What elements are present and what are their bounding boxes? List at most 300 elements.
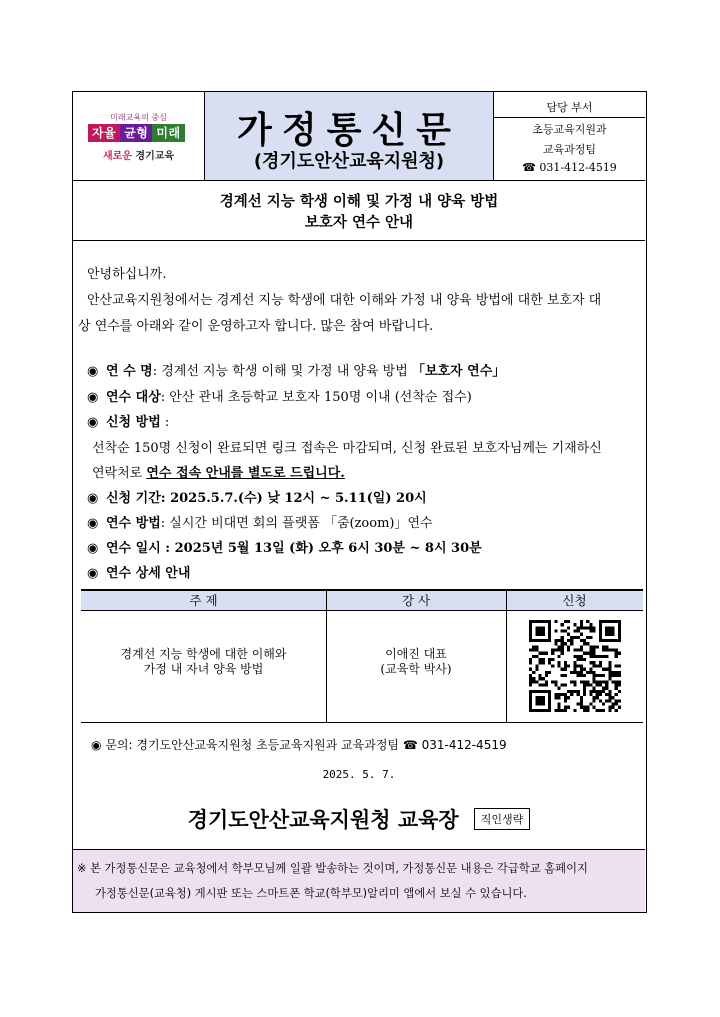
qr-module <box>618 636 621 639</box>
qr-module <box>567 706 570 709</box>
qr-module <box>580 696 583 699</box>
qr-module <box>592 699 595 702</box>
qr-module <box>599 636 602 639</box>
qr-module <box>602 674 605 677</box>
qr-module <box>615 687 618 690</box>
qr-module <box>602 649 605 652</box>
qr-module <box>599 626 602 629</box>
qr-module <box>551 658 554 661</box>
bullet-icon: ◉ <box>87 566 99 581</box>
qr-module <box>539 674 542 677</box>
qr-module <box>586 671 589 674</box>
qr-module <box>548 620 551 623</box>
qr-module <box>548 636 551 639</box>
qr-module <box>564 630 567 633</box>
item-value: : 경계선 지능 학생 이해 및 가정 내 양육 방법 <box>152 364 412 379</box>
apply-detail-line-1: 선착순 150명 신청이 완료되면 링크 접속은 마감되며, 신청 완료된 보호자님께는 기재하신 <box>92 441 602 456</box>
qr-module <box>583 674 586 677</box>
logo-word: 균형 <box>120 124 152 142</box>
qr-module <box>545 680 548 683</box>
qr-module <box>583 680 586 683</box>
qr-module <box>618 652 621 655</box>
qr-module <box>542 620 545 623</box>
item-label: 신청 방법 <box>106 415 161 430</box>
qr-module <box>605 639 608 642</box>
qr-module <box>615 655 618 658</box>
logo-slogan: 미래교육의 중심 <box>110 113 167 122</box>
qr-module <box>535 696 538 699</box>
qr-module <box>602 690 605 693</box>
qr-module <box>539 699 542 702</box>
qr-module <box>564 620 567 623</box>
qr-module <box>573 668 576 671</box>
qr-module <box>529 630 532 633</box>
qr-module <box>561 709 564 712</box>
item-label: 연수 대상 <box>106 390 161 405</box>
item-label: 연 수 명 <box>106 364 153 379</box>
bullet-icon: ◉ <box>87 415 99 430</box>
qr-module <box>586 652 589 655</box>
qr-module <box>592 630 595 633</box>
qr-module <box>592 664 595 667</box>
qr-module <box>545 671 548 674</box>
qr-module <box>573 655 576 658</box>
qr-module <box>611 706 614 709</box>
qr-module <box>535 690 538 693</box>
qr-module <box>529 658 532 661</box>
qr-module <box>618 680 621 683</box>
qr-module <box>564 696 567 699</box>
qr-module <box>539 620 542 623</box>
qr-module <box>529 649 532 652</box>
qr-module <box>561 630 564 633</box>
qr-module <box>535 626 538 629</box>
qr-module <box>611 702 614 705</box>
table-header-topic: 주 제 <box>189 593 218 608</box>
qr-module <box>529 639 532 642</box>
qr-module <box>589 690 592 693</box>
qr-module <box>561 668 564 671</box>
qr-module <box>542 652 545 655</box>
qr-module <box>570 690 573 693</box>
qr-module <box>596 645 599 648</box>
qr-module <box>558 687 561 690</box>
qr-module <box>570 693 573 696</box>
subject-line-2: 보호자 연수 안내 <box>304 215 414 231</box>
qr-module <box>554 709 557 712</box>
item-method <box>87 512 433 531</box>
qr-module <box>554 620 557 623</box>
qr-module <box>542 690 545 693</box>
qr-module <box>577 671 580 674</box>
qr-module <box>611 626 614 629</box>
qr-module <box>539 630 542 633</box>
item-value: : 실시간 비대면 회의 플랫폼 「줌(zoom)」연수 <box>160 516 433 531</box>
qr-module <box>542 661 545 664</box>
qr-module <box>586 636 589 639</box>
logo-tag-red: 새로운 <box>102 151 132 162</box>
qr-module <box>605 645 608 648</box>
greeting: 안녕하십니까. <box>87 267 167 282</box>
apply-detail-line-2 <box>92 462 345 481</box>
qr-module <box>580 649 583 652</box>
qr-module <box>608 664 611 667</box>
qr-module <box>529 709 532 712</box>
qr-module <box>548 696 551 699</box>
qr-module <box>580 633 583 636</box>
qr-module <box>611 620 614 623</box>
course-table <box>81 589 643 723</box>
qr-module <box>618 683 621 686</box>
qr-module <box>532 620 535 623</box>
qr-module <box>602 702 605 705</box>
qr-module <box>599 633 602 636</box>
qr-module <box>596 674 599 677</box>
qr-module <box>529 693 532 696</box>
qr-module <box>545 652 548 655</box>
qr-module <box>561 645 564 648</box>
qr-module <box>596 680 599 683</box>
qr-module <box>529 620 532 623</box>
qr-module <box>558 709 561 712</box>
qr-module <box>539 658 542 661</box>
qr-module <box>567 639 570 642</box>
qr-module <box>605 649 608 652</box>
qr-module <box>605 668 608 671</box>
qr-module <box>535 645 538 648</box>
qr-module <box>539 709 542 712</box>
qr-module <box>592 690 595 693</box>
qr-module <box>548 661 551 664</box>
qr-module <box>586 706 589 709</box>
qr-module <box>592 626 595 629</box>
qr-module <box>580 623 583 626</box>
qr-module <box>592 696 595 699</box>
item-apply <box>87 411 169 430</box>
qr-module <box>539 652 542 655</box>
qr-module <box>608 696 611 699</box>
seal-omitted-box: 직인생략 <box>474 808 531 830</box>
intro-line-2: 상 연수를 아래와 같이 운영하고자 합니다. 많은 참여 바랍니다. <box>78 319 434 334</box>
qr-module <box>542 626 545 629</box>
qr-module <box>532 639 535 642</box>
item-period <box>87 487 427 506</box>
qr-module <box>535 702 538 705</box>
logo-word: 자율 <box>88 124 120 142</box>
qr-module <box>599 620 602 623</box>
qr-module <box>548 702 551 705</box>
qr-module <box>529 690 532 693</box>
qr-module <box>529 668 532 671</box>
qr-module <box>608 709 611 712</box>
topic-line-1: 경계선 지능 학생에 대한 이해와 <box>120 647 287 661</box>
qr-module <box>558 664 561 667</box>
qr-module <box>599 623 602 626</box>
qr-module <box>577 655 580 658</box>
item-detail-label: 연수 상세 안내 <box>106 566 191 581</box>
qr-module <box>542 702 545 705</box>
qr-module <box>608 706 611 709</box>
table-divider <box>506 591 507 722</box>
qr-module <box>599 709 602 712</box>
qr-module <box>615 649 618 652</box>
qr-module <box>589 655 592 658</box>
qr-module <box>535 630 538 633</box>
qr-module <box>602 639 605 642</box>
qr-module <box>592 706 595 709</box>
qr-module <box>529 661 532 664</box>
department-name: 초등교육지원과 <box>532 123 607 136</box>
qr-module <box>608 690 611 693</box>
qr-module <box>618 706 621 709</box>
qr-module <box>608 649 611 652</box>
qr-module <box>589 683 592 686</box>
qr-module <box>599 683 602 686</box>
title-box <box>205 92 494 180</box>
qr-module <box>618 664 621 667</box>
qr-module <box>554 639 557 642</box>
subject-line-1: 경계선 지능 학생 이해 및 가정 내 양육 방법 <box>219 194 499 210</box>
qr-module <box>567 664 570 667</box>
qr-module <box>618 699 621 702</box>
qr-module <box>599 630 602 633</box>
qr-module <box>583 642 586 645</box>
qr-module <box>608 693 611 696</box>
qr-module <box>583 709 586 712</box>
qr-module <box>615 702 618 705</box>
qr-module <box>580 655 583 658</box>
qr-module <box>599 680 602 683</box>
qr-module <box>535 709 538 712</box>
item-target <box>87 386 472 405</box>
qr-module <box>548 630 551 633</box>
qr-module <box>548 699 551 702</box>
qr-module <box>615 699 618 702</box>
qr-module <box>558 655 561 658</box>
qr-module <box>602 687 605 690</box>
qr-module <box>548 693 551 696</box>
qr-module <box>558 661 561 664</box>
qr-module <box>564 699 567 702</box>
item-course-name <box>87 360 505 379</box>
qr-module <box>542 633 545 636</box>
table-header-lecturer: 강 사 <box>401 593 431 608</box>
qr-module <box>599 664 602 667</box>
qr-module <box>583 693 586 696</box>
qr-module <box>611 696 614 699</box>
qr-module <box>602 680 605 683</box>
qr-module <box>589 623 592 626</box>
qr-module <box>589 626 592 629</box>
qr-module <box>564 709 567 712</box>
qr-module <box>580 702 583 705</box>
qr-module <box>580 645 583 648</box>
qr-module <box>548 706 551 709</box>
qr-module <box>611 671 614 674</box>
item-detail <box>87 562 190 581</box>
qr-module <box>532 649 535 652</box>
qr-module <box>561 683 564 686</box>
qr-module <box>529 674 532 677</box>
qr-module <box>608 633 611 636</box>
qr-module <box>548 690 551 693</box>
qr-module <box>529 623 532 626</box>
qr-module <box>596 693 599 696</box>
qr-module <box>551 680 554 683</box>
qr-module <box>608 677 611 680</box>
qr-module <box>532 655 535 658</box>
qr-module <box>608 630 611 633</box>
qr-module <box>529 680 532 683</box>
qr-module <box>535 699 538 702</box>
qr-module <box>529 683 532 686</box>
logo-tag-dark: 경기교육 <box>135 151 175 162</box>
qr-module <box>605 620 608 623</box>
qr-module <box>548 633 551 636</box>
qr-module <box>558 696 561 699</box>
qr-module <box>615 652 618 655</box>
qr-module <box>529 626 532 629</box>
header <box>73 92 645 181</box>
qr-module <box>548 639 551 642</box>
qr-module <box>561 649 564 652</box>
qr-module <box>561 639 564 642</box>
qr-module <box>561 693 564 696</box>
qr-module <box>577 658 580 661</box>
qr-module <box>608 620 611 623</box>
qr-module <box>592 687 595 690</box>
qr-module <box>573 671 576 674</box>
notice-box <box>73 849 645 912</box>
qr-module <box>573 636 576 639</box>
logo <box>73 92 205 180</box>
qr-module <box>561 652 564 655</box>
qr-module <box>596 664 599 667</box>
qr-module <box>548 623 551 626</box>
qr-module <box>618 620 621 623</box>
lecturer-name: 이애진 대표 <box>385 647 447 661</box>
qr-module <box>577 626 580 629</box>
department-heading: 담당 부서 <box>494 99 645 118</box>
qr-module <box>545 690 548 693</box>
qr-module <box>558 693 561 696</box>
qr-module <box>570 642 573 645</box>
item-label: 연수 방법 <box>106 516 161 531</box>
qr-module <box>548 658 551 661</box>
qr-module <box>564 674 567 677</box>
qr-module <box>596 655 599 658</box>
department-box <box>494 92 645 180</box>
bullet-icon: ◉ <box>87 516 99 531</box>
qr-module <box>532 680 535 683</box>
qr-module <box>573 661 576 664</box>
qr-module <box>539 633 542 636</box>
qr-module <box>592 674 595 677</box>
qr-module <box>611 630 614 633</box>
qr-module <box>580 639 583 642</box>
phone-icon: ☎ <box>522 161 536 174</box>
qr-module <box>539 690 542 693</box>
qr-module <box>608 639 611 642</box>
qr-module <box>551 664 554 667</box>
qr-module <box>542 639 545 642</box>
subject-box <box>73 180 645 241</box>
qr-module <box>586 620 589 623</box>
table-cell-lecturer <box>326 647 506 677</box>
qr-module <box>529 702 532 705</box>
bullet-icon: ◉ <box>87 491 99 506</box>
qr-module <box>586 626 589 629</box>
item-period-text: 신청 기간: 2025.5.7.(수) 낮 12시 ~ 5.11(일) 20시 <box>106 491 427 506</box>
page-subtitle: (경기도안산교육지원청) <box>253 151 445 172</box>
qr-module <box>535 620 538 623</box>
qr-module <box>545 639 548 642</box>
qr-module <box>618 671 621 674</box>
qr-module <box>615 671 618 674</box>
notice-page <box>72 91 647 913</box>
qr-module <box>618 633 621 636</box>
qr-module <box>554 642 557 645</box>
qr-module <box>561 623 564 626</box>
qr-module <box>535 680 538 683</box>
qr-module <box>529 677 532 680</box>
qr-module <box>599 639 602 642</box>
qr-module <box>583 626 586 629</box>
qr-module <box>583 658 586 661</box>
qr-module <box>570 680 573 683</box>
qr-module <box>602 668 605 671</box>
qr-module <box>589 649 592 652</box>
qr-module <box>592 655 595 658</box>
qr-module <box>573 683 576 686</box>
qr-module <box>602 645 605 648</box>
qr-module <box>615 639 618 642</box>
qr-module <box>532 645 535 648</box>
qr-module <box>605 687 608 690</box>
qr-module <box>611 639 614 642</box>
qr-module <box>605 699 608 702</box>
intro-line-1: 안산교육지원청에서는 경계선 지능 학생에 대한 이해와 가정 내 양육 방법에 대한 보호자 대 <box>87 293 602 308</box>
qr-code-icon[interactable] <box>529 620 621 712</box>
qr-module <box>554 693 557 696</box>
contact-line <box>91 736 507 753</box>
qr-module <box>589 671 592 674</box>
apply-detail-prefix: 연락처로 <box>92 466 147 481</box>
qr-module <box>586 680 589 683</box>
qr-module <box>542 683 545 686</box>
qr-module <box>608 699 611 702</box>
qr-module <box>542 696 545 699</box>
qr-module <box>539 626 542 629</box>
qr-module <box>573 664 576 667</box>
bullet-icon: ◉ <box>87 390 99 405</box>
qr-module <box>548 671 551 674</box>
qr-module <box>561 674 564 677</box>
item-value: : 안산 관내 초등학교 보호자 150명 이내 (선착순 접수) <box>160 390 472 405</box>
qr-module <box>618 630 621 633</box>
qr-module <box>611 680 614 683</box>
qr-module <box>583 690 586 693</box>
qr-module <box>573 690 576 693</box>
qr-module <box>583 639 586 642</box>
issue-date: 2025. 5. 7. <box>322 768 396 781</box>
qr-module <box>535 639 538 642</box>
qr-module <box>605 680 608 683</box>
qr-module <box>564 664 567 667</box>
qr-module <box>583 683 586 686</box>
qr-module <box>548 709 551 712</box>
qr-module <box>542 699 545 702</box>
